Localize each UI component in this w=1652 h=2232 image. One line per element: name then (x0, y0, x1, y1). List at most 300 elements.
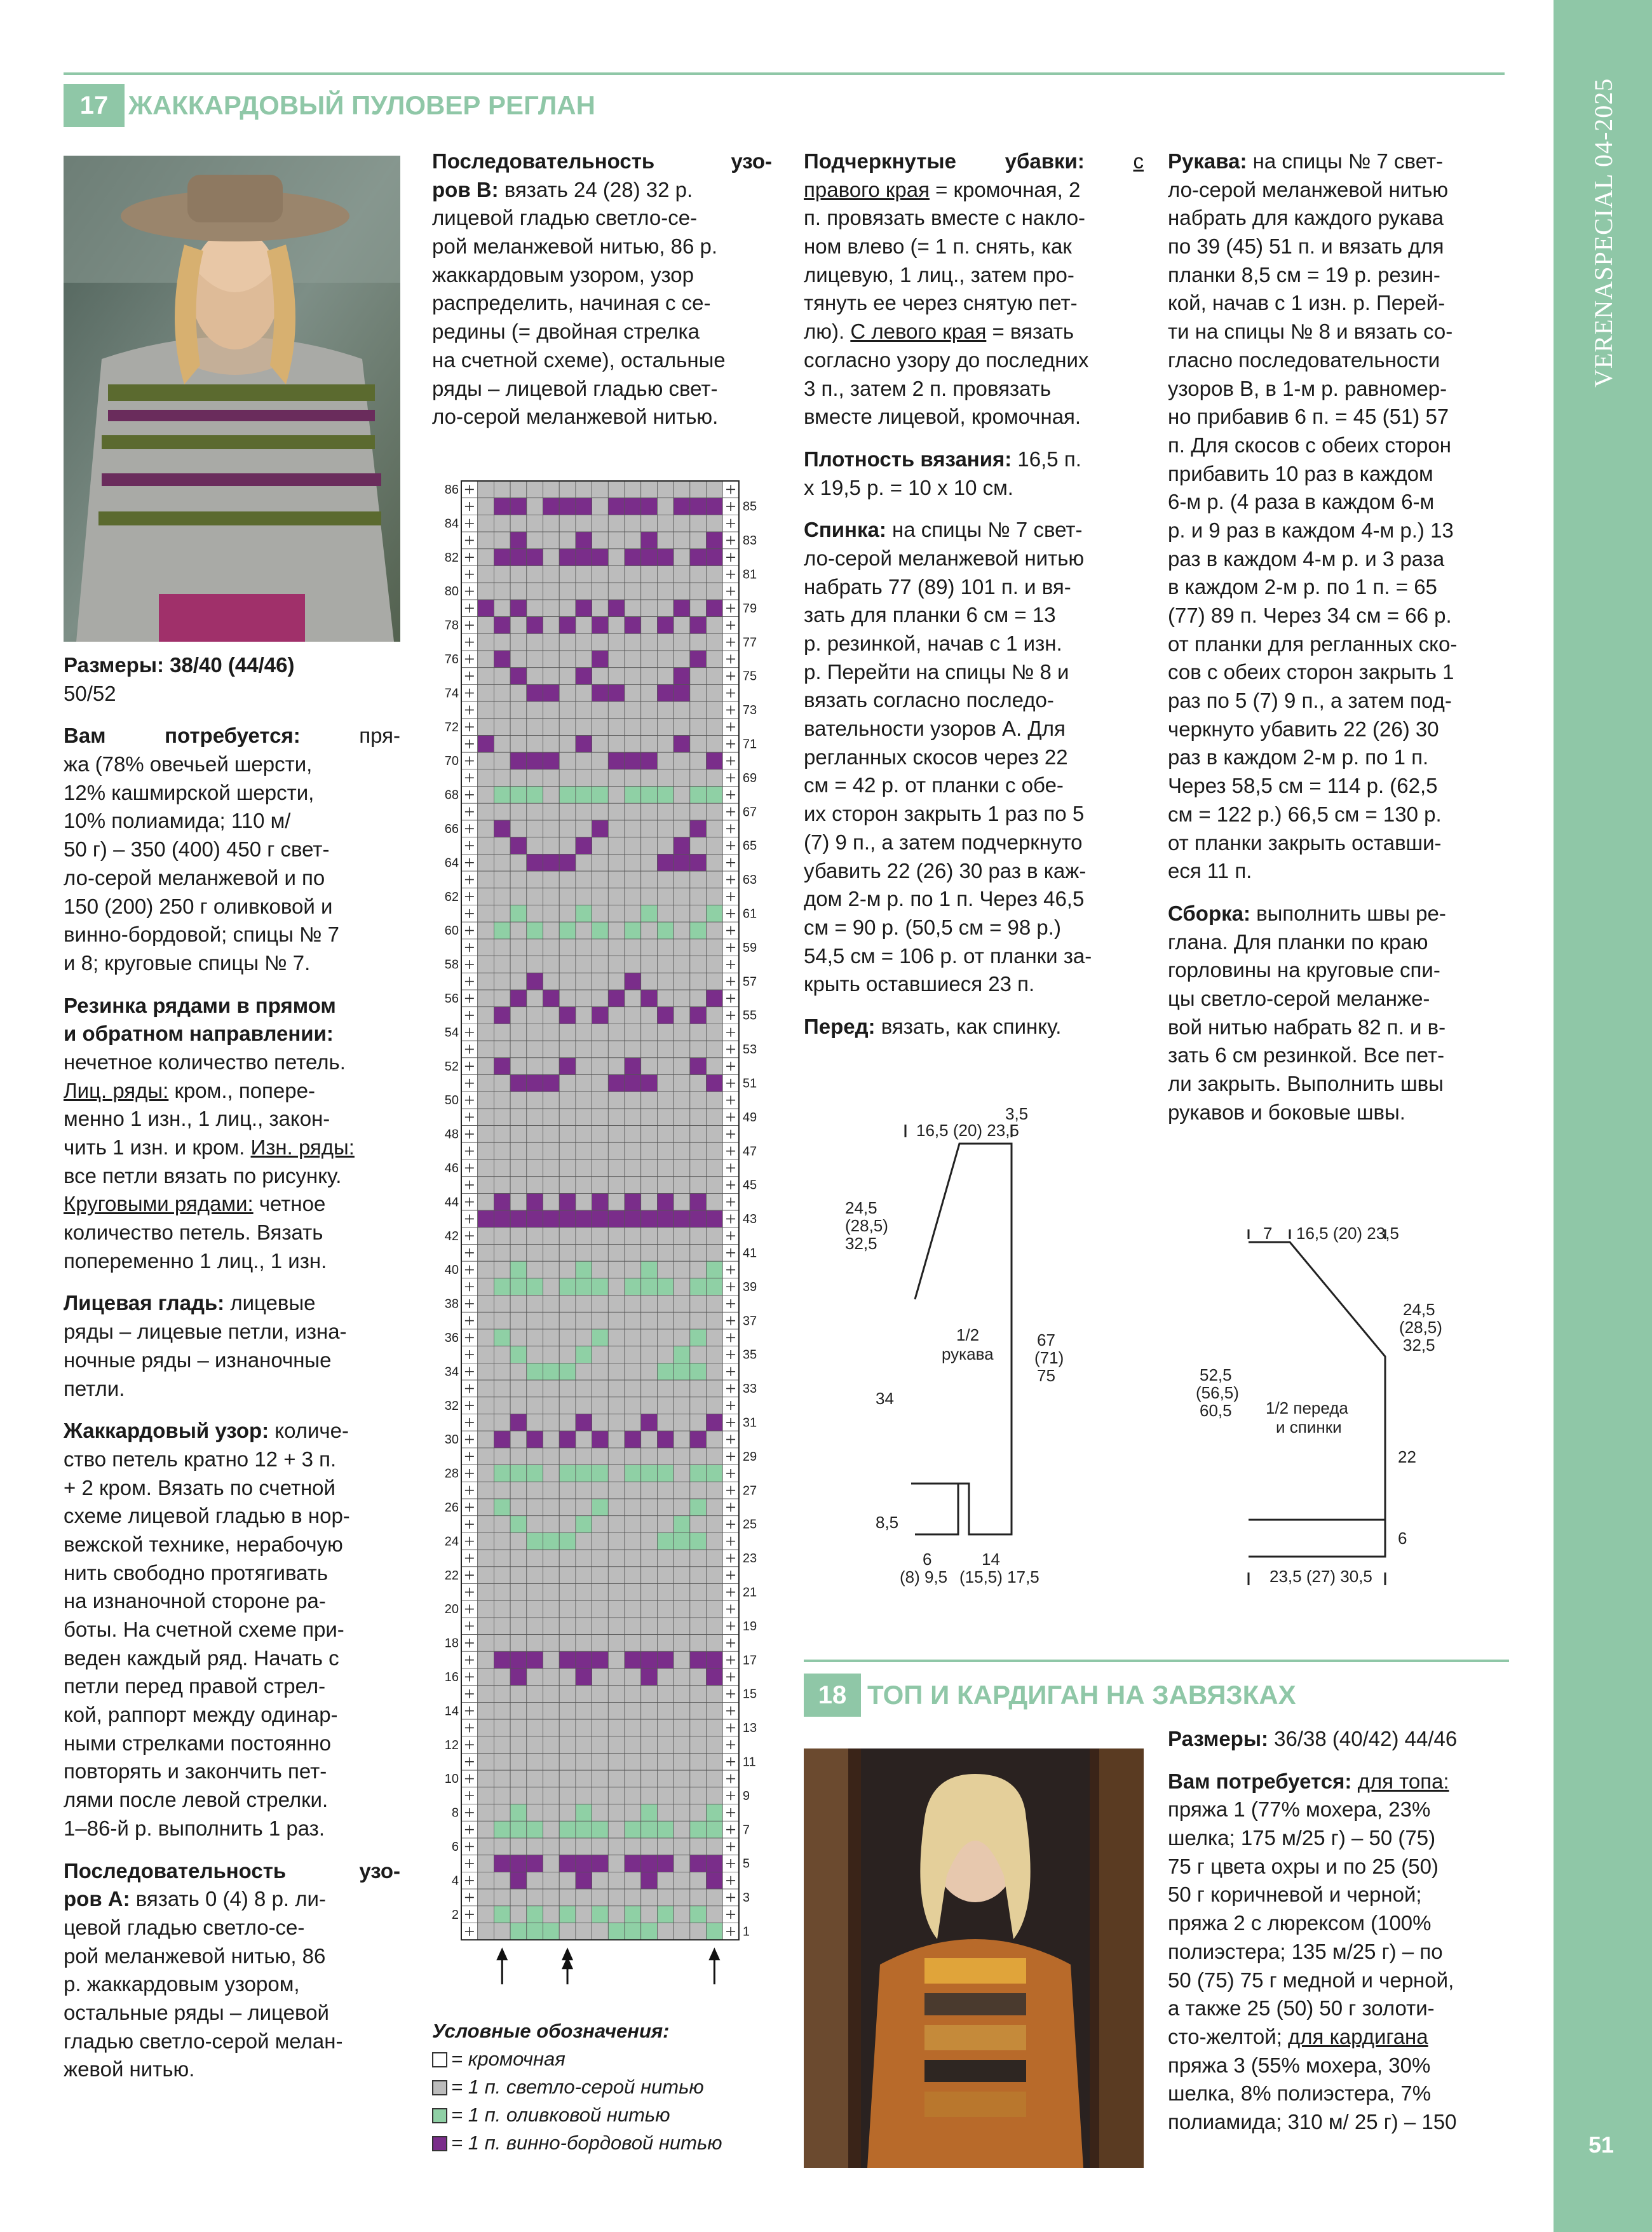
wine-stitch-cell (559, 1210, 576, 1228)
wine-stitch-cell (625, 1058, 641, 1075)
olive-stitch-cell (527, 922, 543, 939)
gray-stitch-cell (592, 1448, 609, 1465)
gray-stitch-cell (625, 1668, 641, 1686)
gray-stitch-cell (707, 1567, 723, 1584)
gray-stitch-cell (559, 1702, 576, 1719)
text-line: петли перед правой стрел- (64, 1674, 326, 1698)
row-label: 73 (742, 703, 757, 718)
olive-stitch-cell (641, 1278, 658, 1295)
gray-stitch-cell (527, 1567, 543, 1584)
gray-stitch-cell (690, 1109, 707, 1126)
olive-stitch-cell (510, 1465, 527, 1482)
gray-stitch-cell (576, 1719, 592, 1736)
gray-stitch-cell (592, 1516, 609, 1533)
gray-stitch-cell (674, 1177, 690, 1194)
wine-stitch-cell (657, 1651, 674, 1668)
text-line: см = 42 р. от планки с обе- (804, 773, 1064, 797)
gray-stitch-cell (690, 1686, 707, 1703)
gray-stitch-cell (641, 1635, 658, 1652)
gray-stitch-cell (641, 1516, 658, 1533)
gray-stitch-cell (625, 1007, 641, 1024)
gray-stitch-cell (625, 651, 641, 668)
wine-stitch-cell (510, 1075, 527, 1092)
gray-stitch-cell (657, 1567, 674, 1584)
gray-stitch-cell (576, 1889, 592, 1906)
gray-stitch-cell (576, 719, 592, 736)
olive-stitch-cell (527, 1278, 543, 1295)
gray-stitch-cell (576, 1126, 592, 1143)
gray-stitch-cell (657, 1346, 674, 1363)
olive-stitch-cell (641, 787, 658, 804)
gray-stitch-cell (478, 820, 494, 837)
gray-stitch-cell (592, 1380, 609, 1397)
gray-stitch-cell (641, 633, 658, 651)
gray-stitch-cell (543, 1397, 560, 1414)
text-line: лями после левой стрелки. (64, 1788, 328, 1812)
gray-stitch-cell (510, 973, 527, 990)
gray-stitch-cell (559, 1126, 576, 1143)
wine-stitch-cell (494, 1193, 510, 1210)
gray-stitch-cell (478, 973, 494, 990)
gray-stitch-cell (494, 719, 510, 736)
wine-stitch-cell (559, 854, 576, 871)
gray-stitch-cell (641, 1193, 658, 1210)
gray-stitch-cell (657, 633, 674, 651)
gray-stitch-cell (674, 481, 690, 498)
gray-stitch-cell (494, 481, 510, 498)
gray-stitch-cell (559, 583, 576, 600)
wine-stitch-cell (527, 973, 543, 990)
gray-stitch-cell (592, 1889, 609, 1906)
text-line: цы светло-серой меланже- (1168, 986, 1430, 1010)
dim-bottom-left-b: (8) 9,5 (900, 1567, 948, 1586)
gray-stitch-cell (478, 1787, 494, 1804)
gray-stitch-cell (543, 1431, 560, 1448)
gray-stitch-cell (690, 515, 707, 532)
row-label: 2 (451, 1907, 459, 1922)
olive-stitch-cell (641, 1261, 658, 1278)
gray-stitch-cell (707, 1142, 723, 1160)
text-line: пряжа 3 (55% мохера, 30% (1168, 2053, 1431, 2077)
gray-stitch-cell (543, 566, 560, 583)
gray-stitch-cell (527, 1618, 543, 1635)
gray-stitch-cell (478, 1261, 494, 1278)
gray-stitch-cell (576, 701, 592, 719)
text-line: ло-серой меланжевой нитью. (432, 405, 719, 429)
gray-stitch-cell (641, 1550, 658, 1567)
text-line: (77) 89 п. Через 34 см = 66 р. (1168, 604, 1452, 627)
text-line: Лиц. ряды: кром., попере- (64, 1078, 315, 1102)
gray-stitch-cell (559, 1092, 576, 1109)
gray-stitch-cell (674, 532, 690, 549)
gray-stitch-cell (543, 1872, 560, 1889)
row-label: 53 (742, 1043, 757, 1057)
gray-stitch-cell (625, 1787, 641, 1804)
olive-stitch-cell (674, 1363, 690, 1380)
gray-stitch-cell (559, 1228, 576, 1245)
gray-stitch-cell (510, 1702, 527, 1719)
text-line: Подчеркнутые убавки: с (804, 149, 1144, 173)
wine-stitch-cell (592, 651, 609, 668)
text-line: р. жаккардовым узором, (64, 1972, 300, 1996)
gray-stitch-cell (608, 1126, 625, 1143)
gray-stitch-cell (576, 566, 592, 583)
gray-stitch-cell (657, 1702, 674, 1719)
gray-stitch-cell (559, 1312, 576, 1329)
text-line: вежской технике, нерабочую (64, 1532, 343, 1556)
gray-stitch-cell (690, 1092, 707, 1109)
text-line: набрать для каждого рукава (1168, 206, 1444, 230)
gray-stitch-cell (559, 515, 576, 532)
dim-top-right: 3,5 (1005, 1106, 1029, 1123)
gray-stitch-cell (592, 668, 609, 685)
gray-stitch-cell (707, 684, 723, 701)
gray-stitch-cell (592, 803, 609, 820)
gray-stitch-cell (608, 1600, 625, 1618)
gray-stitch-cell (690, 1160, 707, 1177)
gray-stitch-cell (543, 1618, 560, 1635)
gray-stitch-cell (641, 1295, 658, 1313)
gray-stitch-cell (625, 1245, 641, 1262)
gray-stitch-cell (527, 871, 543, 888)
gray-stitch-cell (559, 1719, 576, 1736)
gray-stitch-cell (559, 820, 576, 837)
gray-stitch-cell (707, 837, 723, 855)
gray-stitch-cell (494, 973, 510, 990)
wine-stitch-cell (543, 684, 560, 701)
text-line: (7) 9 п., а затем подчеркнуто (804, 830, 1083, 854)
gray-stitch-cell (657, 1380, 674, 1397)
olive-stitch-cell (625, 1465, 641, 1482)
gray-stitch-cell (478, 1482, 494, 1499)
sweater-photo (64, 156, 400, 642)
gray-stitch-cell (478, 1923, 494, 1940)
text-line: 54,5 см = 106 р. от планки за- (804, 944, 1092, 968)
olive-stitch-cell (576, 1346, 592, 1363)
gray-stitch-cell (527, 939, 543, 956)
dim-left-b: (56,5) (1196, 1383, 1239, 1402)
gray-stitch-cell (674, 719, 690, 736)
gray-stitch-cell (559, 1838, 576, 1855)
gray-stitch-cell (641, 1600, 658, 1618)
gray-stitch-cell (478, 787, 494, 804)
gray-stitch-cell (674, 1109, 690, 1126)
text-line: х 19,5 р. = 10 х 10 см. (804, 475, 1013, 499)
gray-stitch-cell (543, 701, 560, 719)
gray-stitch-cell (543, 583, 560, 600)
label-body: и спинки (1276, 1417, 1342, 1437)
gray-stitch-cell (608, 1618, 625, 1635)
dim-top-left: 7 (1263, 1224, 1273, 1243)
text-line: Перед: вязать, как спинку. (804, 1014, 1062, 1038)
gray-stitch-cell (707, 1770, 723, 1787)
gray-stitch-cell (608, 1532, 625, 1550)
gray-stitch-cell (641, 1584, 658, 1601)
gray-stitch-cell (592, 1024, 609, 1041)
gray-stitch-cell (478, 1126, 494, 1143)
text-line: боты. На счетной схеме при- (64, 1618, 344, 1641)
wine-stitch-cell (674, 498, 690, 515)
row-label: 34 (444, 1365, 459, 1379)
gray-stitch-cell (478, 1142, 494, 1160)
gray-stitch-cell (707, 719, 723, 736)
row-label: 27 (742, 1484, 757, 1498)
gray-stitch-cell (707, 1024, 723, 1041)
gray-stitch-cell (657, 1414, 674, 1431)
gray-stitch-cell (576, 1686, 592, 1703)
gray-stitch-cell (674, 1075, 690, 1092)
wine-stitch-cell (690, 1431, 707, 1448)
gray-stitch-cell (559, 651, 576, 668)
olive-stitch-cell (576, 1516, 592, 1533)
gray-stitch-cell (559, 973, 576, 990)
gray-stitch-cell (707, 820, 723, 837)
gray-stitch-cell (592, 1600, 609, 1618)
gray-stitch-cell (625, 1770, 641, 1787)
gray-stitch-cell (527, 481, 543, 498)
gray-stitch-cell (592, 1058, 609, 1075)
dim-bottom-right-b: (15,5) 17,5 (959, 1567, 1039, 1586)
gray-stitch-cell (510, 1363, 527, 1380)
gray-stitch-cell (494, 1228, 510, 1245)
wine-stitch-cell (559, 1007, 576, 1024)
gray-stitch-cell (657, 1686, 674, 1703)
gray-stitch-cell (543, 803, 560, 820)
gray-stitch-cell (527, 1109, 543, 1126)
wine-stitch-cell (576, 498, 592, 515)
cardigan-photo (804, 1748, 1144, 2168)
gray-stitch-cell (494, 1177, 510, 1194)
gray-stitch-cell (527, 1584, 543, 1601)
gray-stitch-cell (674, 1618, 690, 1635)
gray-stitch-cell (494, 1380, 510, 1397)
gray-stitch-cell (576, 684, 592, 701)
gray-stitch-cell (510, 1499, 527, 1516)
wine-stitch-cell (674, 854, 690, 871)
gray-stitch-cell (674, 1448, 690, 1465)
wine-stitch-cell (690, 1210, 707, 1228)
olive-stitch-cell (690, 1821, 707, 1838)
gray-stitch-cell (527, 1872, 543, 1889)
gray-stitch-cell (657, 736, 674, 753)
row-label: 15 (742, 1687, 757, 1701)
gray-stitch-cell (543, 1719, 560, 1736)
text-line: ном влево (= 1 п. снять, как (804, 234, 1072, 259)
gray-stitch-cell (707, 1397, 723, 1414)
gray-stitch-cell (625, 1363, 641, 1380)
gray-stitch-cell (576, 1702, 592, 1719)
dim-right-mid: 22 (1398, 1447, 1416, 1466)
gray-stitch-cell (641, 1532, 658, 1550)
gray-stitch-cell (527, 837, 543, 855)
gray-stitch-cell (527, 1787, 543, 1804)
gray-stitch-cell (576, 1245, 592, 1262)
gray-stitch-cell (674, 820, 690, 837)
olive-stitch-cell (576, 1804, 592, 1822)
arrow-head (708, 1947, 720, 1960)
gray-stitch-cell (543, 922, 560, 939)
gray-stitch-cell (674, 1923, 690, 1940)
gray-stitch-cell (625, 566, 641, 583)
arrow-head (496, 1947, 508, 1960)
row-label: 77 (742, 635, 757, 650)
gray-stitch-cell (707, 1431, 723, 1448)
olive-stitch-cell (657, 1278, 674, 1295)
text-line: планки 8,5 см = 19 р. резин- (1168, 262, 1440, 287)
wine-stitch-cell (576, 837, 592, 855)
gray-stitch-cell (494, 684, 510, 701)
gray-stitch-cell (510, 633, 527, 651)
text-line: чить 1 изн. и кром. Изн. ряды: (64, 1135, 355, 1159)
gray-stitch-cell (576, 1584, 592, 1601)
gray-stitch-cell (494, 956, 510, 973)
wine-stitch-cell (527, 752, 543, 769)
gray-stitch-cell (707, 1600, 723, 1618)
gray-stitch-cell (543, 1855, 560, 1872)
gray-stitch-cell (592, 1245, 609, 1262)
gray-stitch-cell (592, 1754, 609, 1771)
gray-stitch-cell (690, 1312, 707, 1329)
olive-stitch-cell (576, 1821, 592, 1838)
gray-stitch-cell (608, 973, 625, 990)
gray-stitch-cell (592, 1702, 609, 1719)
gray-stitch-cell (592, 1567, 609, 1584)
gray-stitch-cell (707, 1380, 723, 1397)
gray-stitch-cell (690, 1838, 707, 1855)
gray-stitch-cell (592, 1160, 609, 1177)
gray-stitch-cell (527, 888, 543, 905)
gray-stitch-cell (657, 803, 674, 820)
gray-stitch-cell (576, 1380, 592, 1397)
text-line: повторять и закончить пет- (64, 1759, 327, 1783)
gray-stitch-cell (641, 1431, 658, 1448)
gray-stitch-cell (674, 1261, 690, 1278)
gray-stitch-cell (608, 719, 625, 736)
gray-stitch-cell (510, 888, 527, 905)
gray-stitch-cell (576, 651, 592, 668)
section18-text (1168, 1725, 1508, 2137)
gray-stitch-cell (707, 651, 723, 668)
gray-stitch-cell (657, 1668, 674, 1686)
gray-stitch-cell (707, 1482, 723, 1499)
gray-stitch-cell (559, 1686, 576, 1703)
wine-stitch-cell (690, 617, 707, 634)
legend-wine: = 1 п. винно-бордовой нитью (432, 2129, 788, 2157)
gray-stitch-cell (592, 1177, 609, 1194)
gray-stitch-cell (576, 1550, 592, 1567)
olive-stitch-cell (576, 1278, 592, 1295)
gray-stitch-cell (608, 1380, 625, 1397)
dim-right-c: 32,5 (1403, 1336, 1435, 1355)
column-3 (804, 147, 1144, 1041)
gray-stitch-cell (625, 956, 641, 973)
row-label: 67 (742, 805, 757, 820)
gray-stitch-cell (674, 1245, 690, 1262)
gray-stitch-cell (625, 871, 641, 888)
gray-stitch-cell (559, 1770, 576, 1787)
wine-stitch-cell (494, 549, 510, 566)
olive-stitch-cell (494, 787, 510, 804)
gray-stitch-cell (543, 719, 560, 736)
gray-stitch-cell (592, 1635, 609, 1652)
gray-stitch-cell (527, 566, 543, 583)
gray-stitch-cell (510, 939, 527, 956)
gray-stitch-cell (510, 1618, 527, 1635)
gray-stitch-cell (576, 1770, 592, 1787)
row-label: 56 (444, 992, 459, 1006)
gray-stitch-cell (559, 701, 576, 719)
row-label: 4 (451, 1874, 459, 1888)
text-line: в каждом 2-м р. по 1 п. = 65 (1168, 575, 1437, 599)
gray-stitch-cell (478, 633, 494, 651)
wine-stitch-cell (707, 1855, 723, 1872)
wine-stitch-cell (625, 1193, 641, 1210)
olive-stitch-cell (690, 1906, 707, 1923)
text-line: и обратном направлении: (64, 1022, 334, 1046)
gray-stitch-cell (592, 1686, 609, 1703)
gray-stitch-cell (641, 1024, 658, 1041)
gray-stitch-cell (690, 1346, 707, 1363)
gray-stitch-cell (608, 1295, 625, 1313)
dim-left-bottom: 8,5 (876, 1513, 899, 1532)
row-label: 16 (444, 1670, 459, 1685)
wine-stitch-cell (559, 1651, 576, 1668)
text-line: п. провязать вместе с накло- (804, 206, 1086, 230)
gray-stitch-cell (592, 1092, 609, 1109)
gray-stitch-cell (690, 888, 707, 905)
gray-stitch-cell (478, 854, 494, 871)
gray-stitch-cell (625, 1312, 641, 1329)
row-label: 19 (742, 1619, 757, 1633)
gray-stitch-cell (608, 1177, 625, 1194)
gray-stitch-cell (674, 1567, 690, 1584)
gray-stitch-cell (559, 1142, 576, 1160)
olive-stitch-cell (494, 1465, 510, 1482)
gray-stitch-cell (707, 668, 723, 685)
gray-stitch-cell (641, 1787, 658, 1804)
gray-stitch-cell (478, 1228, 494, 1245)
gray-stitch-cell (707, 922, 723, 939)
gray-stitch-cell (625, 1889, 641, 1906)
gray-stitch-cell (543, 1228, 560, 1245)
gray-stitch-cell (494, 990, 510, 1007)
gray-stitch-cell (592, 1668, 609, 1686)
wine-stitch-cell (559, 549, 576, 566)
gray-stitch-cell (674, 1584, 690, 1601)
gray-stitch-cell (625, 1346, 641, 1363)
gray-stitch-cell (690, 1261, 707, 1278)
gray-stitch-cell (674, 1686, 690, 1703)
wine-stitch-cell (674, 684, 690, 701)
gray-stitch-cell (657, 1448, 674, 1465)
gray-stitch-cell (707, 1160, 723, 1177)
gray-stitch-cell (494, 871, 510, 888)
gray-stitch-cell (641, 701, 658, 719)
gray-stitch-cell (707, 1686, 723, 1703)
row-label: 24 (444, 1534, 459, 1549)
text-line: ров В: вязать 24 (28) 32 р. (432, 177, 693, 201)
wine-stitch-cell (608, 684, 625, 701)
gray-stitch-cell (657, 701, 674, 719)
wine-stitch-cell (641, 1668, 658, 1686)
olive-stitch-cell (494, 1906, 510, 1923)
gray-stitch-cell (543, 1312, 560, 1329)
gray-stitch-cell (707, 973, 723, 990)
gray-stitch-cell (690, 701, 707, 719)
text-line: 50 (75) 75 г медной и черной, (1168, 1968, 1454, 1992)
row-label: 80 (444, 585, 459, 599)
gray-stitch-cell (608, 1668, 625, 1686)
